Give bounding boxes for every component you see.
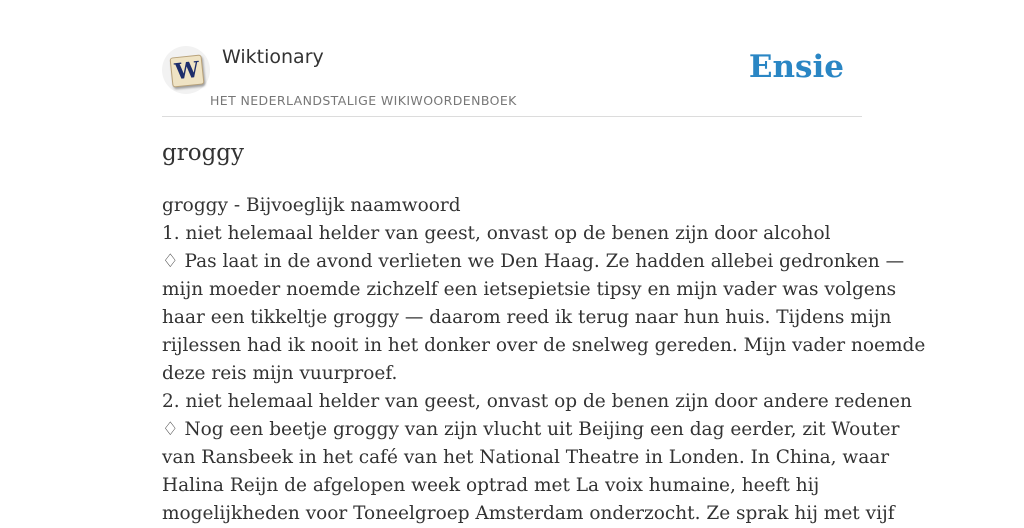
- example-1-line: deze reis mijn vuurproef.: [162, 363, 398, 384]
- example-2-line: ♢ Nog een beetje groggy van zijn vlucht uit Beijing een dag eerder, zit Wouter: [162, 419, 900, 440]
- wiktionary-logo-icon[interactable]: [162, 46, 210, 94]
- example-2: [162, 416, 900, 528]
- entry-title: groggy: [162, 140, 245, 166]
- example-1-line: rijlessen had ik nooit in het donker over de snelweg gereden. Mijn vader noemde: [162, 335, 926, 356]
- definition-1: 1. niet helemaal helder van geest, onvast op de benen zijn door alcohol: [162, 223, 831, 244]
- example-2-line: Halina Reijn de afgelopen week optrad met La voix humaine, heeft hij: [162, 475, 820, 496]
- site-title[interactable]: Wiktionary: [222, 46, 324, 68]
- entry-content: [162, 192, 926, 528]
- logo-tile: W: [170, 54, 205, 87]
- site-header: [162, 40, 862, 117]
- ensie-brand-link[interactable]: Ensie: [748, 49, 844, 85]
- example-2-line: van Ransbeek in het café van het National Theatre in Londen. In China, waar: [162, 447, 890, 468]
- word-type: groggy - Bijvoeglijk naamwoord: [162, 195, 461, 216]
- definition-2: 2. niet helemaal helder van geest, onvast op de benen zijn door andere redenen: [162, 391, 912, 412]
- example-1-line: ♢ Pas laat in de avond verlieten we Den Haag. Ze hadden allebei gedronken —: [162, 251, 905, 272]
- example-2-line: mogelijkheden voor Toneelgroep Amsterdam onderzocht. Ze sprak hij met vijf: [162, 503, 895, 524]
- example-1: [162, 248, 926, 388]
- site-subtitle: HET NEDERLANDSTALIGE WIKIWOORDENBOEK: [210, 93, 517, 108]
- example-1-line: haar een tikkeltje groggy — daarom reed ik terug naar hun huis. Tijdens mijn: [162, 307, 892, 328]
- example-1-line: mijn moeder noemde zichzelf een ietsepietsie tipsy en mijn vader was volgens: [162, 279, 897, 300]
